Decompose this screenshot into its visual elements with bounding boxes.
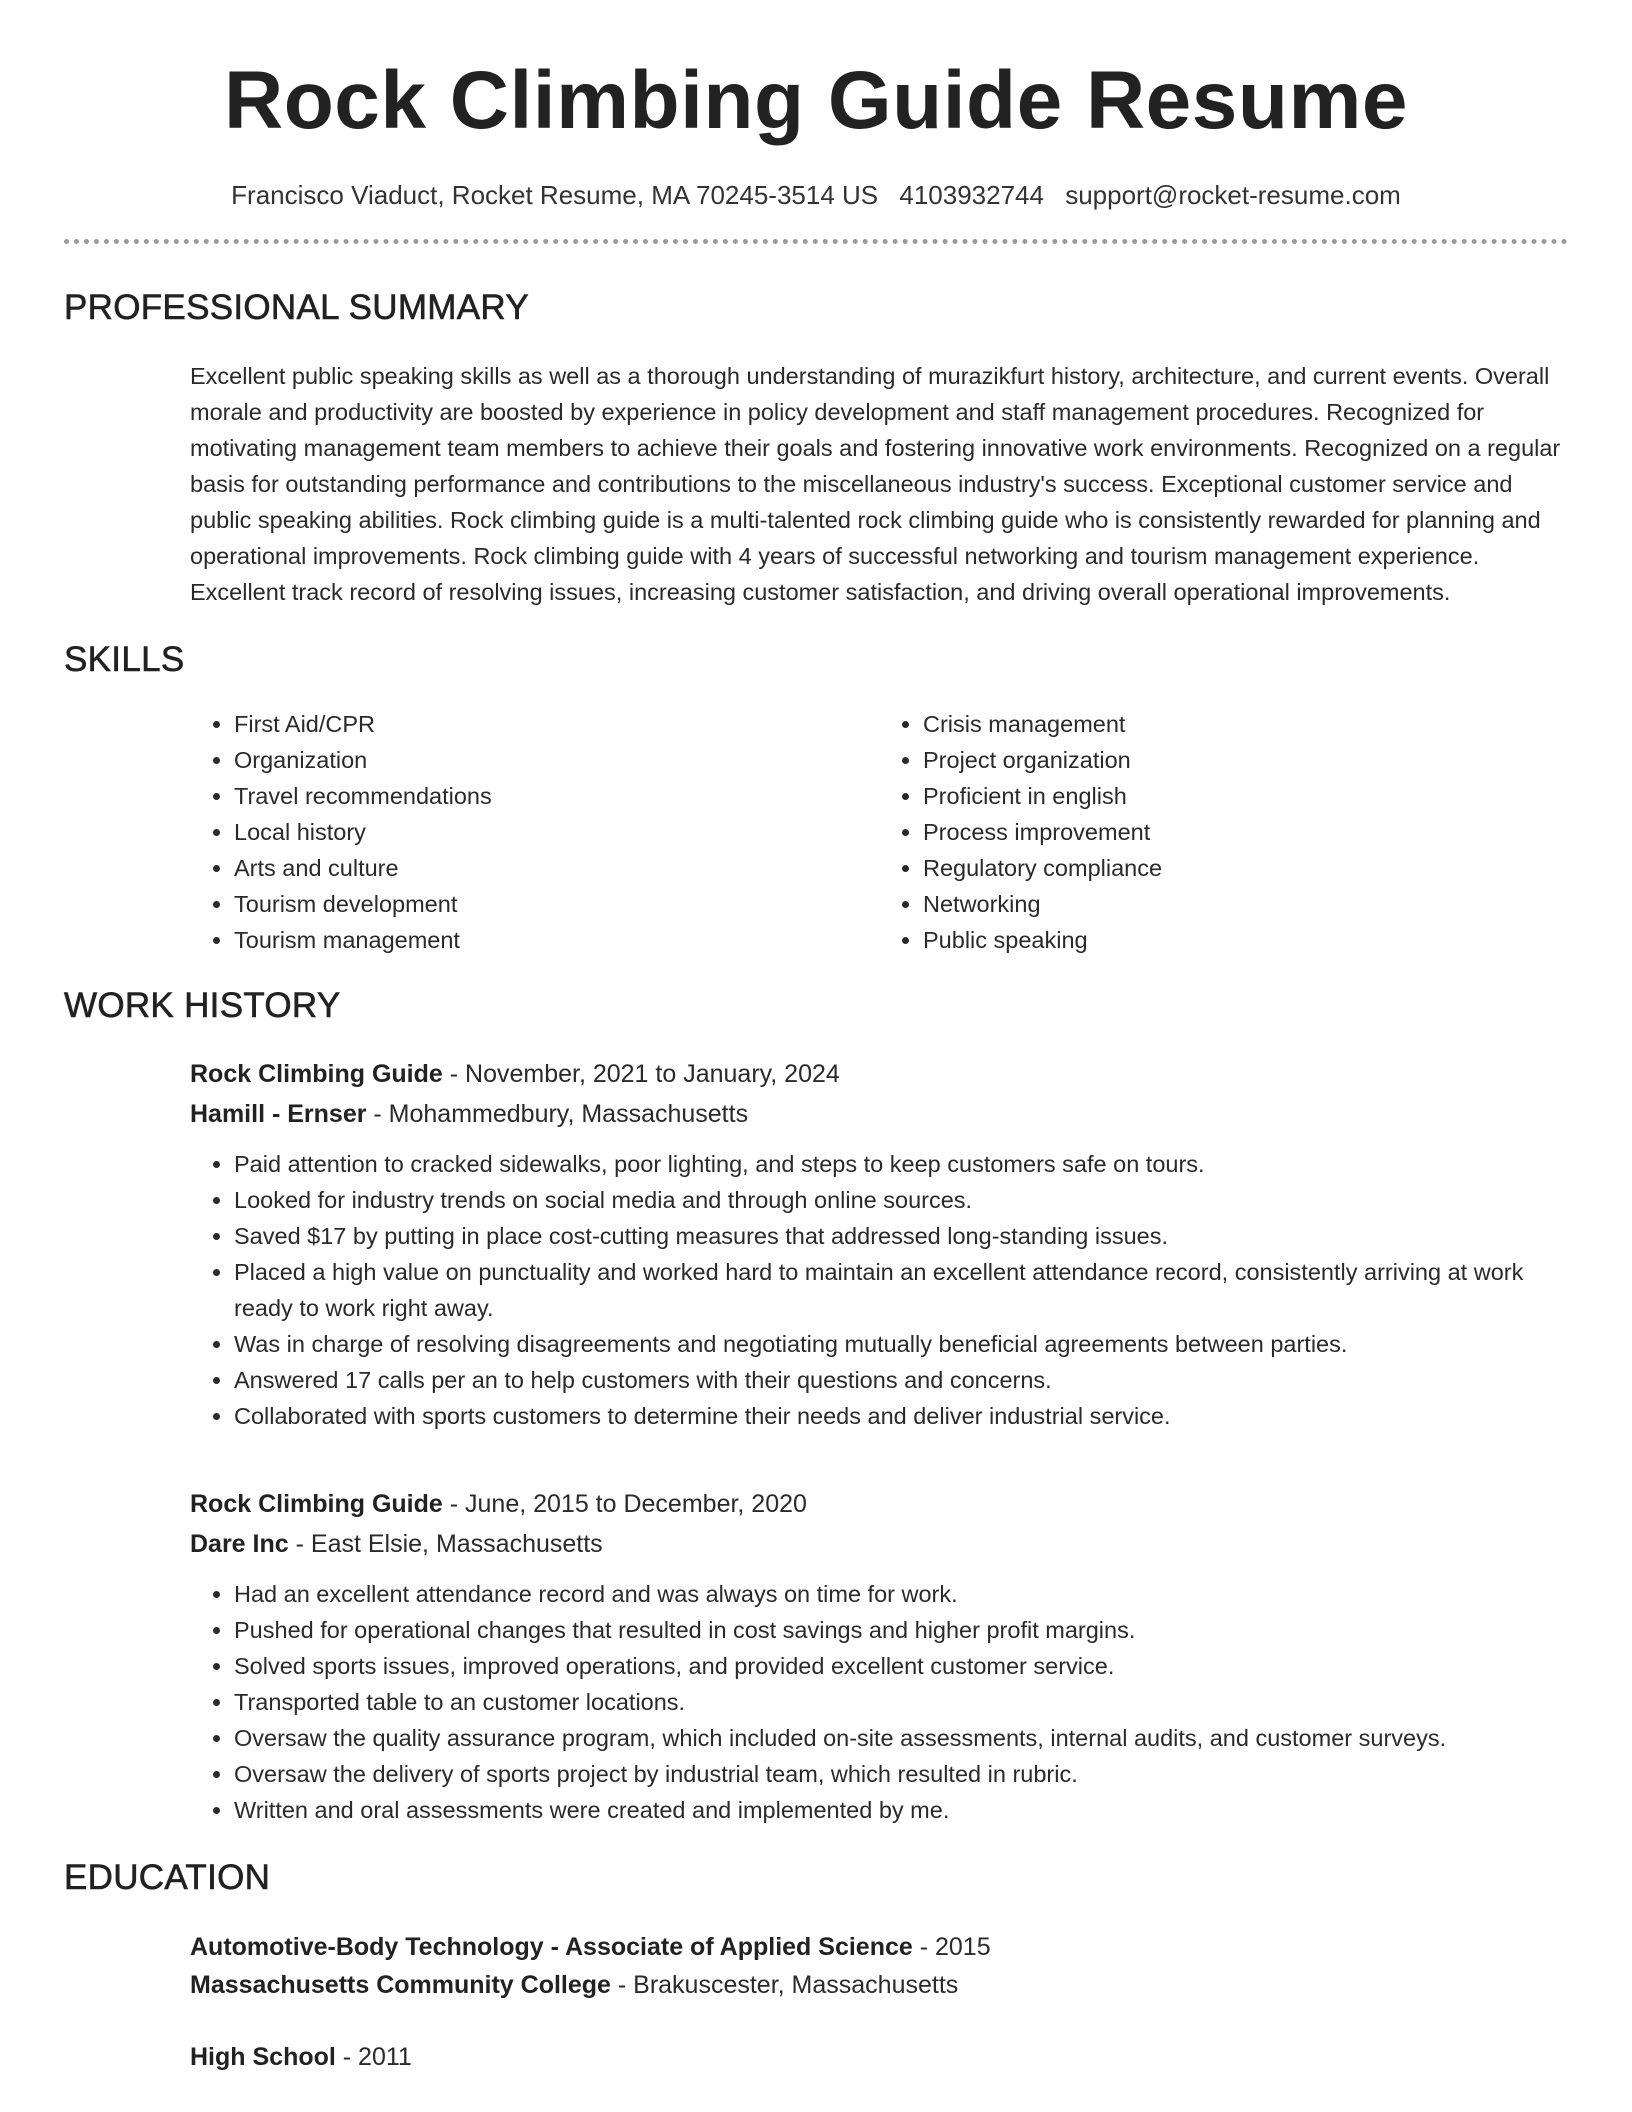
job-company-line [190, 1524, 1568, 1564]
job-bullet: • Looked for industry trends on social media and through online sources. [234, 1182, 1568, 1218]
skill-item: • Proficient in english [923, 778, 1568, 814]
skill-item: • Project organization [923, 742, 1568, 778]
job-bullet: • Saved $17 by putting in place cost-cutting measures that addressed long-standing issues. [234, 1218, 1568, 1254]
skill-item: • Local history [234, 814, 879, 850]
skills-column-right [879, 706, 1568, 958]
resume-page [64, 0, 1568, 2076]
job-bullet: • Paid attention to cracked sidewalks, poor lighting, and steps to keep customers safe on tours. [234, 1146, 1568, 1182]
education-year: - 2011 [335, 2043, 412, 2072]
skill-item: • Public speaking [923, 922, 1568, 958]
job-location: - East Elsie, Massachusetts [288, 1530, 603, 1559]
header-divider [64, 239, 1568, 244]
education-entry [190, 2038, 1568, 2076]
job-entry [190, 1484, 1568, 1828]
skill-item: • Arts and culture [234, 850, 879, 886]
job-bullet: • Oversaw the delivery of sports project by industrial team, which resulted in rubric. [234, 1756, 1568, 1792]
skill-item: • Tourism management [234, 922, 879, 958]
contact-info [64, 180, 1568, 211]
education-degree: Automotive-Body Technology - Associate of Applied Science [190, 1933, 913, 1962]
education-degree-line [190, 2038, 1568, 2076]
job-company-line [190, 1094, 1568, 1134]
skill-item: • First Aid/CPR [234, 706, 879, 742]
education-location: - Brakuscester, Massachusetts [610, 1971, 959, 2000]
job-entry [190, 1054, 1568, 1434]
contact-address: Francisco Viaduct, Rocket Resume, MA 70245-3514 US [231, 180, 879, 211]
skill-item: • Networking [923, 886, 1568, 922]
skill-item: • Travel recommendations [234, 778, 879, 814]
skills-heading: SKILLS [64, 640, 185, 680]
job-company: Dare Inc [190, 1530, 289, 1559]
job-bullet: • Oversaw the quality assurance program, which included on-site assessments, internal audits, and customer surveys. [234, 1720, 1568, 1756]
job-title: Rock Climbing Guide [190, 1060, 443, 1089]
job-dates: - June, 2015 to December, 2020 [442, 1490, 807, 1519]
job-bullet: • Placed a high value on punctuality and worked hard to maintain an excellent attendance record, consistently arriving at work ready to work right away. [234, 1254, 1568, 1326]
job-bullets [190, 1576, 1568, 1828]
education-degree-line [190, 1928, 1568, 1966]
job-location: - Mohammedbury, Massachusetts [366, 1100, 749, 1129]
skill-item: • Regulatory compliance [923, 850, 1568, 886]
education-degree: High School [190, 2043, 336, 2072]
job-bullet: • Written and oral assessments were created and implemented by me. [234, 1792, 1568, 1828]
skills-column-left [190, 706, 879, 958]
education-school-line [190, 1966, 1568, 2004]
education-heading: EDUCATION [64, 1858, 271, 1898]
job-bullets [190, 1146, 1568, 1434]
job-bullet: • Had an excellent attendance record and was always on time for work. [234, 1576, 1568, 1612]
contact-phone: 4103932744 [899, 180, 1044, 211]
contact-email: support@rocket-resume.com [1065, 180, 1401, 211]
job-title-line [190, 1484, 1568, 1524]
resume-title: Rock Climbing Guide Resume [224, 55, 1408, 146]
job-bullet: • Transported table to an customer locations. [234, 1684, 1568, 1720]
skill-item: • Crisis management [923, 706, 1568, 742]
job-bullet: • Pushed for operational changes that resulted in cost savings and higher profit margins. [234, 1612, 1568, 1648]
skill-item: • Process improvement [923, 814, 1568, 850]
education-school: Massachusetts Community College [190, 1971, 611, 2000]
job-dates: - November, 2021 to January, 2024 [442, 1060, 840, 1089]
job-bullet: • Collaborated with sports customers to determine their needs and deliver industrial service. [234, 1398, 1568, 1434]
skill-item: • Organization [234, 742, 879, 778]
skill-item: • Tourism development [234, 886, 879, 922]
job-bullet: • Answered 17 calls per an to help customers with their questions and concerns. [234, 1362, 1568, 1398]
job-bullet: • Was in charge of resolving disagreements and negotiating mutually beneficial agreements between parties. [234, 1326, 1568, 1362]
job-bullet: • Solved sports issues, improved operations, and provided excellent customer service. [234, 1648, 1568, 1684]
education-year: - 2015 [912, 1933, 991, 1962]
job-company: Hamill - Ernser [190, 1100, 367, 1129]
summary-text: Excellent public speaking skills as well as a thorough understanding of murazikfurt history, architecture, and current events. Overall morale and productivity are boosted by experience in policy development and staff management procedures. Recognized for motivating management team members to achieve their goals and fostering innovative work environments. Recognized on a regular basis for outstanding performance and contributions to the miscellaneous industry's success. Exceptional customer service and public speaking abilities. Rock climbing guide is a multi-talented rock climbing guide who is consistently rewarded for planning and operational improvements. Rock climbing guide with 4 years of successful networking and tourism management experience. Excellent track record of resolving issues, increasing customer satisfaction, and driving overall operational improvements. [190, 363, 1561, 606]
work-history-heading: WORK HISTORY [64, 986, 341, 1026]
education-entry [190, 1928, 1568, 2004]
skills-list [190, 706, 1568, 958]
summary-heading: PROFESSIONAL SUMMARY [64, 288, 529, 328]
job-title: Rock Climbing Guide [190, 1490, 443, 1519]
job-title-line [190, 1054, 1568, 1094]
